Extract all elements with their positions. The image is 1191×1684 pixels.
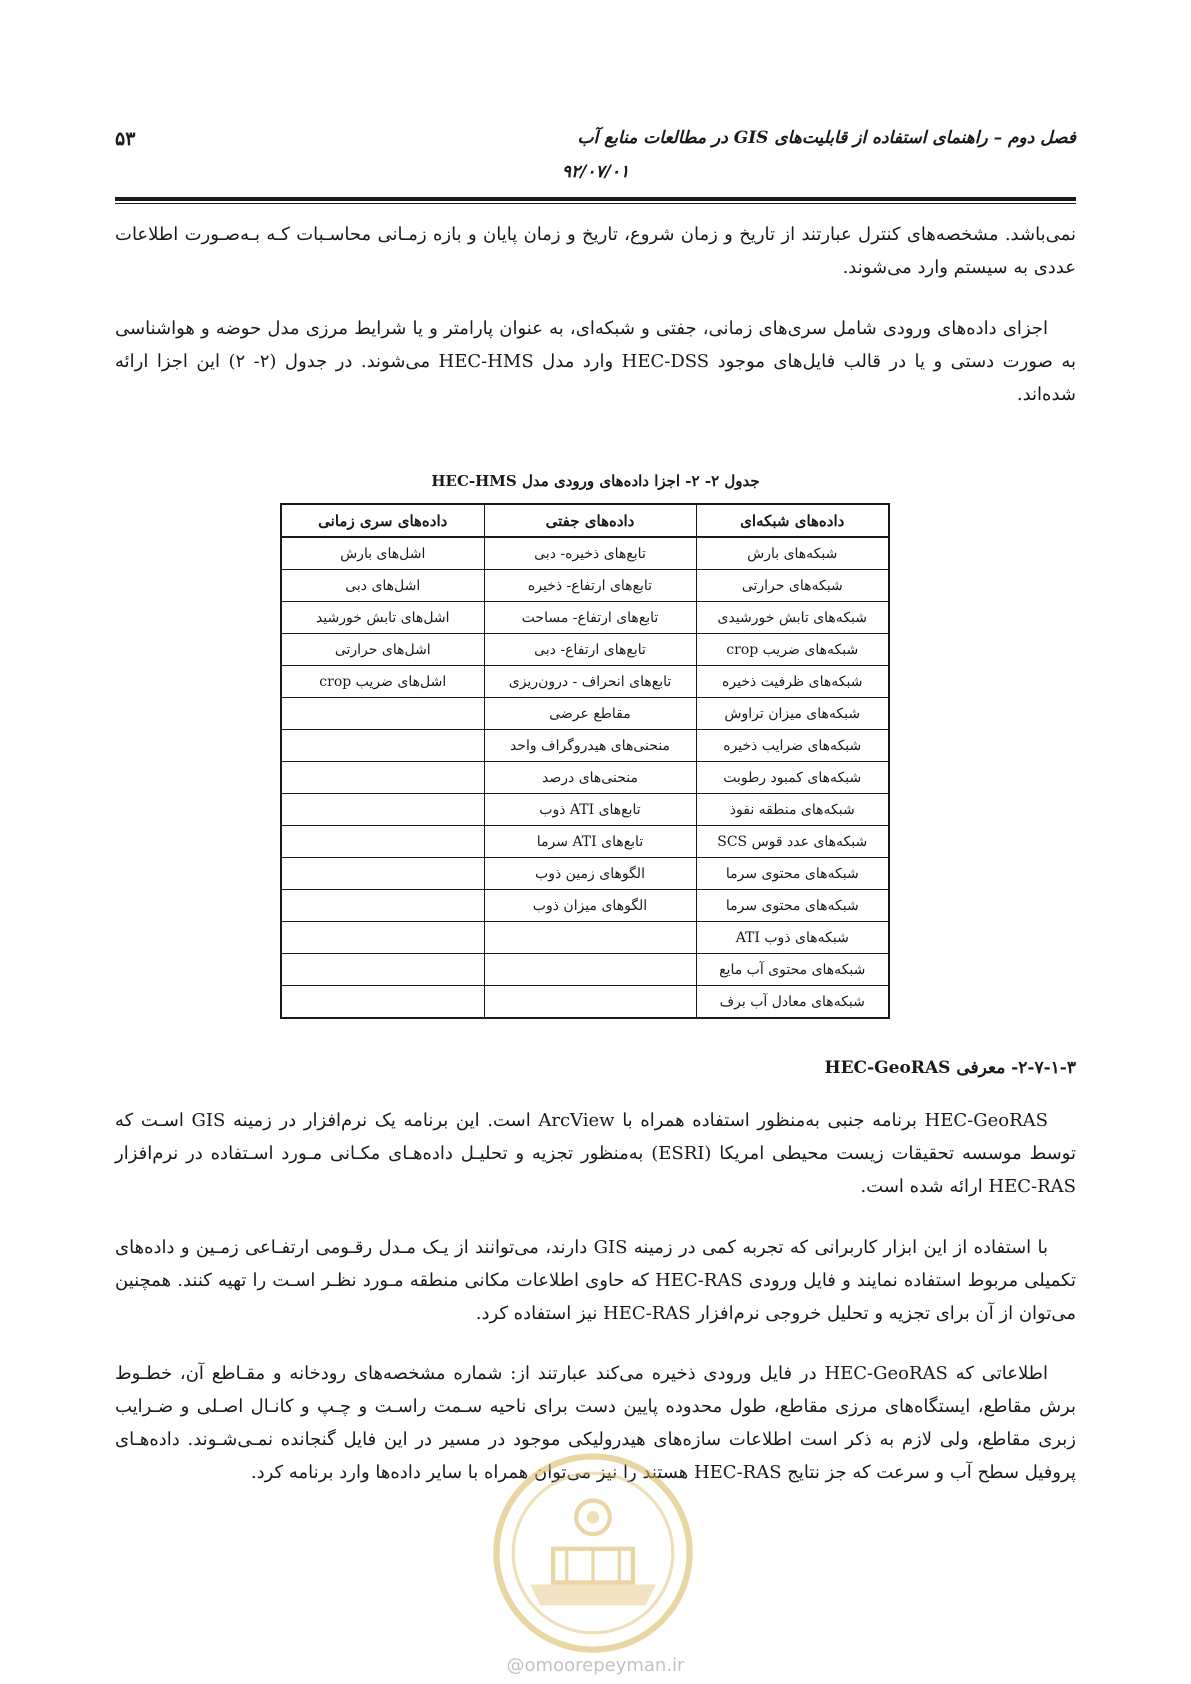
table-cell <box>281 986 484 1019</box>
table-cell: تابع‌های ارتفاع- مساحت <box>484 602 696 634</box>
table-row <box>281 890 889 922</box>
section-paragraph-3: اطلاعاتی که HEC-GeoRAS در فایل ورودی ذخیره می‌کند عبارتند از: شماره مشخصه‌های رودخانه و مقـاطع آن، خطـوط برش مقاطع، ایستگاه‌های مرزی مقاطع، طول محدوده پایین دست برای ناحیه سـمت راسـت و چـپ و کانـال اصـلی و ضـرایب زبری مقاطع، ولی لازم به ذکر است اطلاعات سازه‌های هیدرولیکی موجود در مسیر در این فایل گنجانده نمـی‌شـوند. داده‌هـای پروفیل سطح آب و سرعت که جز نتایج HEC-RAS هستند را نیز می‌توان همراه با سایر داده‌ها وارد برنامه کرد. <box>115 1363 1076 1483</box>
table-cell <box>281 794 484 826</box>
input-data-table <box>280 503 890 1019</box>
table-cell: شبکه‌های حرارتی <box>696 570 889 602</box>
table-cell: منحنی‌های هیدروگراف واحد <box>484 730 696 762</box>
table-row <box>281 537 889 570</box>
column-header-paired: داده‌های جفتی <box>484 504 696 537</box>
table-row <box>281 922 889 954</box>
table-cell: شبکه‌های عدد قوس SCS <box>696 826 889 858</box>
page-header <box>115 128 1076 208</box>
table-cell: اشل‌های تابش خورشید <box>281 602 484 634</box>
table-cell <box>484 954 696 986</box>
table-row <box>281 954 889 986</box>
watermark-seal-logo <box>488 1448 698 1658</box>
table-row <box>281 730 889 762</box>
watermark-text: @omoorepeyman.ir <box>506 1655 685 1676</box>
table-header-row <box>281 504 889 537</box>
intro-paragraph-1: نمی‌باشد. مشخصه‌های کنترل عبارتند از تاریخ و زمان شروع، تاریخ و زمان پایان و بازه زمـانی محاسـبات کـه بـه‌صـورت اطلاعات عددی به سیستم وارد می‌شوند. <box>115 224 1076 278</box>
column-header-time-series: داده‌های سری زمانی <box>281 504 484 537</box>
table-cell: شبکه‌های ذوب ATI <box>696 922 889 954</box>
section-paragraph-2: با استفاده از این ابزار کاربرانی که تجربه کمی در زمینه GIS دارند، می‌توانند از یـک مـدل رقـومی ارتفـاعی زمـین و داده‌های تکمیلی مربوط استفاده نمایند و فایل ورودی HEC-RAS که حاوی اطلاعات مکانی منطقه مـورد نظـر اسـت را تهیه کنند. همچنین می‌توان از آن برای تجزیه و تحلیل خروجی نرم‌افزار HEC-RAS نیز استفاده کرد. <box>115 1237 1077 1324</box>
table-cell: شبکه‌های منطقه نفوذ <box>696 794 889 826</box>
table-cell <box>281 954 484 986</box>
table-row <box>281 570 889 602</box>
table-cell: الگوهای زمین ذوب <box>484 858 696 890</box>
table-cell: الگوهای میزان ذوب <box>484 890 696 922</box>
table-cell: شبکه‌های ضرایب ذخیره <box>696 730 889 762</box>
table-cell <box>281 698 484 730</box>
table-cell <box>281 762 484 794</box>
table-cell <box>484 922 696 954</box>
table-cell: اشل‌های بارش <box>281 537 484 570</box>
table-cell: اشل‌های دبی <box>281 570 484 602</box>
table-row <box>281 858 889 890</box>
table-cell: تابع‌های ذخیره- دبی <box>484 537 696 570</box>
table-cell: تابع‌های ارتفاع- ذخیره <box>484 570 696 602</box>
table-row <box>281 826 889 858</box>
table-cell: شبکه‌های محتوی سرما <box>696 890 889 922</box>
chapter-title: فصل دوم – راهنمای استفاده از قابلیت‌های GIS در مطالعات منابع آب <box>577 128 1076 148</box>
table-caption: جدول ۲- ۲- اجزا داده‌های ورودی مدل HEC-HMS <box>431 472 760 490</box>
table-row <box>281 602 889 634</box>
table-cell: شبکه‌های محتوی سرما <box>696 858 889 890</box>
table-row <box>281 762 889 794</box>
section-heading: ۲-۷-۱-۳- معرفی HEC-GeoRAS <box>824 1058 1076 1078</box>
table-cell <box>484 986 696 1019</box>
table-cell: شبکه‌های محتوی آب مایع <box>696 954 889 986</box>
table-cell: شبکه‌های معادل آب برف <box>696 986 889 1019</box>
intro-paragraph-2: اجزای داده‌های ورودی شامل سری‌های زمانی، جفتی و شبکه‌ای، به عنوان پارامتر و یا شرایط مرزی مدل حوضه و هواشناسی به صورت دستی و یا در قالب فایل‌های موجود HEC-DSS وارد مدل HEC-HMS می‌شوند. در جدول (۲- ۲) این اجزا ارائه شده‌اند. <box>115 318 1076 405</box>
table-cell: شبکه‌های ضریب crop <box>696 634 889 666</box>
table-row <box>281 666 889 698</box>
table-cell: شبکه‌های بارش <box>696 537 889 570</box>
table-cell: تابع‌های انحراف - درون‌ریزی <box>484 666 696 698</box>
table-cell: مقاطع عرضی <box>484 698 696 730</box>
table-cell: شبکه‌های میزان تراوش <box>696 698 889 730</box>
header-rule-thin <box>115 203 1076 204</box>
table-row <box>281 986 889 1019</box>
table-cell: تابع‌های ATI سرما <box>484 826 696 858</box>
table-cell: منحنی‌های درصد <box>484 762 696 794</box>
table-cell <box>281 826 484 858</box>
table-cell: شبکه‌های تابش خورشیدی <box>696 602 889 634</box>
table-cell <box>281 858 484 890</box>
header-rule <box>115 197 1076 201</box>
section-paragraph-1: HEC-GeoRAS برنامه جنبی به‌منظور استفاده همراه با ArcView است. این برنامه یک نرم‌افزار در زمینه GIS اسـت که توسط موسسه تحقیقات زیست محیطی امریکا (ESRI) به‌منظور تجزیه و تحلیـل داده‌هـای مکـانی مـورد اسـتفاده در نرم‌افزار HEC-RAS ارائه شده است. <box>115 1110 1076 1197</box>
table-cell: اشل‌های حرارتی <box>281 634 484 666</box>
table-cell: شبکه‌های کمبود رطوبت <box>696 762 889 794</box>
page-number: ۵۳ <box>115 128 136 150</box>
table-cell <box>281 922 484 954</box>
header-date: ۹۲/۰۷/۰۱ <box>561 162 630 182</box>
table-cell <box>281 730 484 762</box>
table-row <box>281 794 889 826</box>
table-cell: تابع‌های ارتفاع- دبی <box>484 634 696 666</box>
table-cell: تابع‌های ATI ذوب <box>484 794 696 826</box>
table-row <box>281 634 889 666</box>
column-header-grid: داده‌های شبکه‌ای <box>696 504 889 537</box>
table-row <box>281 698 889 730</box>
table-cell: شبکه‌های ظرفیت ذخیره <box>696 666 889 698</box>
table-cell: اشل‌های ضریب crop <box>281 666 484 698</box>
table-cell <box>281 890 484 922</box>
